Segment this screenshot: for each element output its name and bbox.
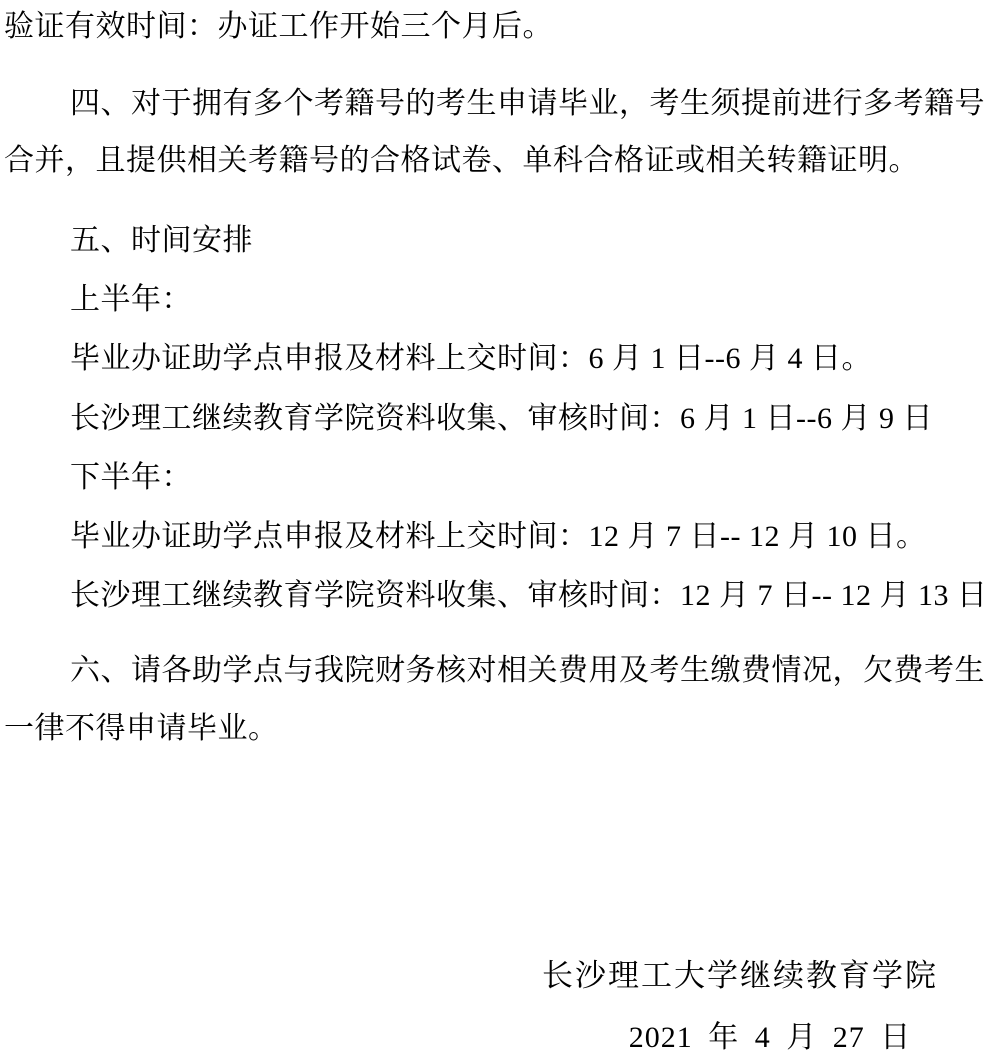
second-half-review-time: 长沙理工继续教育学院资料收集、审核时间：12 月 7 日-- 12 月 13 日	[70, 579, 988, 612]
first-half-submit-time: 毕业办证助学点申报及材料上交时间：6 月 1 日--6 月 4 日。	[70, 342, 872, 375]
verification-time-line: 验证有效时间：办证工作开始三个月后。	[4, 10, 553, 43]
item-four-line-2: 合并，且提供相关考籍号的合格试卷、单科合格证或相关转籍证明。	[4, 144, 919, 177]
item-six-line-1: 六、请各助学点与我院财务核对相关费用及考生缴费情况，欠费考生	[70, 654, 985, 687]
date-block	[470, 1012, 1000, 1056]
item-six-line-2: 一律不得申请毕业。	[4, 712, 279, 745]
second-half-label: 下半年：	[70, 461, 192, 494]
item-five-heading: 五、时间安排	[70, 224, 253, 257]
first-half-label: 上半年：	[70, 283, 192, 316]
signature-organization: 长沙理工大学继续教育学院	[542, 958, 938, 993]
second-half-submit-time: 毕业办证助学点申报及材料上交时间：12 月 7 日-- 12 月 10 日。	[70, 520, 927, 553]
signature-date: 2021 年 4 月 27 日	[628, 1021, 912, 1054]
signature-block	[440, 950, 1000, 995]
first-half-review-time: 长沙理工继续教育学院资料收集、审核时间：6 月 1 日--6 月 9 日	[70, 402, 933, 435]
item-four-line-1: 四、对于拥有多个考籍号的考生申请毕业，考生须提前进行多考籍号	[70, 87, 985, 120]
